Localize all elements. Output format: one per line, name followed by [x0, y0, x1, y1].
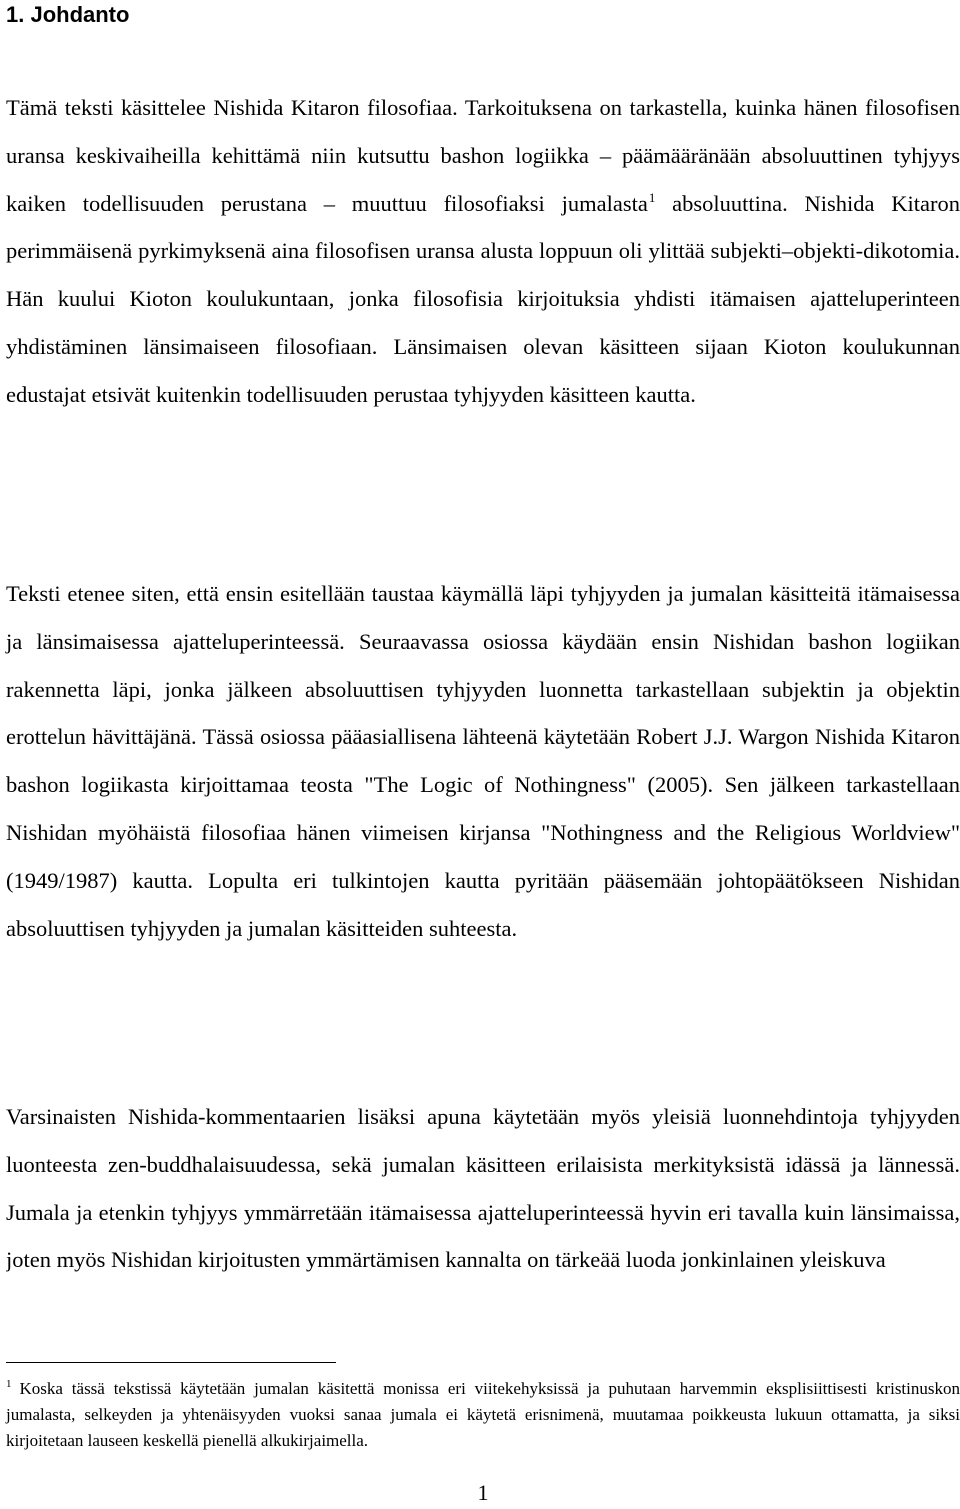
- paragraph-sources: Varsinaisten Nishida-kommentaarien lisäksi apuna käytetään myös yleisiä luonnehdintoja tyhjyyden luonteesta zen-buddhalaisuudessa, sekä jumalan käsitteen erilaisista merkityksistä idässä ja lännessä. Jumala ja etenkin tyhjyys ymmärretään itämaisessa ajatteluperinteessä hyvin eri tavalla kuin länsimaissa, joten myös Nishidan kirjoitusten ymmärtämisen kannalta on tärkeää luoda jonkinlainen yleiskuva: [6, 1104, 960, 1273]
- footnote-reference-marker: 1: [648, 189, 656, 205]
- section-heading: 1. Johdanto: [6, 2, 130, 27]
- footnote-marker: 1: [6, 1378, 12, 1390]
- paragraph-intro: [6, 84, 960, 419]
- paragraph-intro-text-start: Tämä teksti käsittelee Nishida Kitaron filosofiaa. Tarkoituksena on tarkastella, kuinka hänen filosofisen uransa keskivaiheilla kehittämä niin kutsuttu bashon logiikka – päämääränään absoluuttinen tyhjyys kaiken todellisuuden perustana – muuttuu filosofiaksi jumalasta: [6, 95, 960, 216]
- page-number: 1: [477, 1480, 489, 1505]
- footnote-divider: [6, 1362, 336, 1363]
- footnote: [6, 1376, 960, 1454]
- footnote-text: Koska tässä tekstissä käytetään jumalan käsitettä monissa eri viitekehyksissä ja puhutaan harvemmin eksplisiittisesti kristinuskon jumalasta, selkeyden ja yhtenäisyyden vuoksi sanaa jumala ei käytetä erisnimenä, muutamaa poikkeusta lukuun ottamatta, ja siksi kirjoitetaan lauseen keskellä pienellä alkukirjaimella.: [6, 1379, 960, 1450]
- paragraph-intro-text-end: absoluuttina. Nishida Kitaron perimmäisenä pyrkimyksenä aina filosofisen uransa alusta loppuun oli ylittää subjekti–objekti-dikotomia. Hän kuului Kioton koulukuntaan, jonka filosofisia kirjoituksia yhdisti itämaisen ajatteluperinteen yhdistäminen länsimaiseen filosofiaan. Länsimaisen olevan käsitteen sijaan Kioton koulukunnan edustajat etsivät kuitenkin todellisuuden perustaa tyhjyyden käsitteen kautta.: [6, 190, 960, 407]
- paragraph-structure: Teksti etenee siten, että ensin esitellään taustaa käymällä läpi tyhjyyden ja jumalan käsitteitä itämaisessa ja länsimaisessa ajatteluperinteessä. Seuraavassa osiossa käydään ensin Nishidan bashon logiikan rakennetta läpi, jonka jälkeen absoluuttisen tyhjyyden luonnetta tarkastellaan subjektin ja objektin erottelun hävittäjänä. Tässä osiossa pääasiallisena lähteenä käytetään Robert J.J. Wargon Nishida Kitaron bashon logiikasta kirjoittamaa teosta "The Logic of Nothingness" (2005). Sen jälkeen tarkastellaan Nishidan myöhäistä filosofiaa hänen viimeisen kirjansa "Nothingness and the Religious Worldview" (1949/1987) kautta. Lopulta eri tulkintojen kautta pyritään pääsemään johtopäätökseen Nishidan absoluuttisen tyhjyyden ja jumalan käsitteiden suhteesta.: [6, 581, 960, 941]
